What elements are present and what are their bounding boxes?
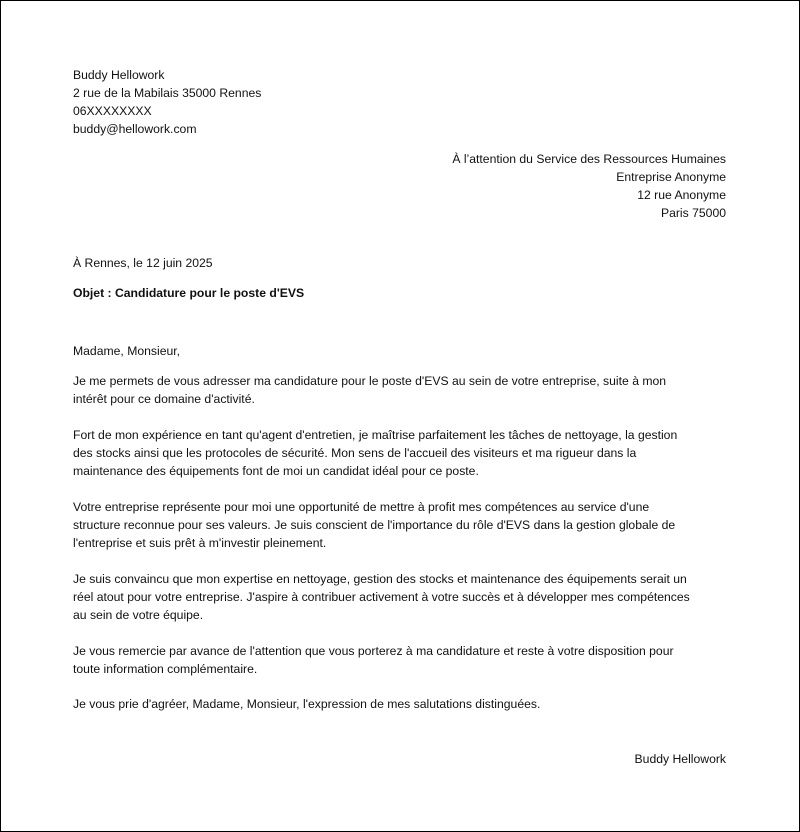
paragraph-line: intérêt pour ce domaine d'activité.	[73, 392, 255, 406]
sender-name: Buddy Hellowork	[73, 68, 165, 82]
sender-block	[73, 66, 261, 138]
recipient-attention: À l’attention du Service des Ressources Humaines	[452, 152, 726, 166]
paragraph-line: Je vous remercie par avance de l'attention que vous porterez à ma candidature et reste à votre disposition pour	[73, 644, 674, 658]
sender-phone: 06XXXXXXXX	[73, 104, 152, 118]
paragraph-line: Je suis convaincu que mon expertise en nettoyage, gestion des stocks et maintenance des équipements serait un	[73, 572, 687, 586]
paragraph-line: des stocks ainsi que les protocoles de sécurité. Mon sens de l'accueil des visiteurs et ma rigueur dans la	[73, 446, 637, 460]
body-paragraph	[73, 642, 733, 678]
paragraph-line: Je me permets de vous adresser ma candidature pour le poste d'EVS au sein de votre entreprise, suite à mon	[73, 374, 667, 388]
sender-email: buddy@hellowork.com	[73, 122, 197, 136]
recipient-company: Entreprise Anonyme	[616, 170, 726, 184]
sender-address: 2 rue de la Mabilais 35000 Rennes	[73, 86, 262, 100]
letter-closing: Je vous prie d'agréer, Madame, Monsieur, l'expression de mes salutations distinguées.	[73, 697, 541, 711]
paragraph-line: Votre entreprise représente pour moi une opportunité de mettre à profit mes compétences au service d'une	[73, 500, 650, 514]
paragraph-line: l'entreprise et suis prêt à m'investir pleinement.	[73, 536, 327, 550]
paragraph-line: structure reconnue pour ses valeurs. Je suis conscient de l'importance du rôle d'EVS dans la gestion globale de	[73, 518, 676, 532]
body-paragraph	[73, 426, 733, 480]
body-paragraph	[73, 372, 733, 408]
recipient-street: 12 rue Anonyme	[637, 188, 726, 202]
paragraph-line: au sein de votre équipe.	[73, 608, 204, 622]
letter-salutation: Madame, Monsieur,	[73, 344, 181, 358]
letter-subject: Objet : Candidature pour le poste d'EVS	[73, 286, 305, 300]
letter-signature: Buddy Hellowork	[634, 752, 726, 766]
body-paragraph	[73, 498, 733, 552]
recipient-city: Paris 75000	[660, 206, 726, 220]
body-paragraph	[73, 570, 733, 624]
paragraph-line: réel atout pour votre entreprise. J'aspire à contribuer activement à votre succès et à développer mes compétences	[73, 590, 690, 604]
paragraph-line: maintenance des équipements font de moi un candidat idéal pour ce poste.	[73, 464, 479, 478]
paragraph-line: Fort de mon expérience en tant qu'agent d'entretien, je maîtrise parfaitement les tâches de nettoyage, la gestion	[73, 428, 678, 442]
letter-date: À Rennes, le 12 juin 2025	[73, 256, 213, 270]
paragraph-line: toute information complémentaire.	[73, 662, 258, 676]
recipient-block	[452, 150, 726, 222]
